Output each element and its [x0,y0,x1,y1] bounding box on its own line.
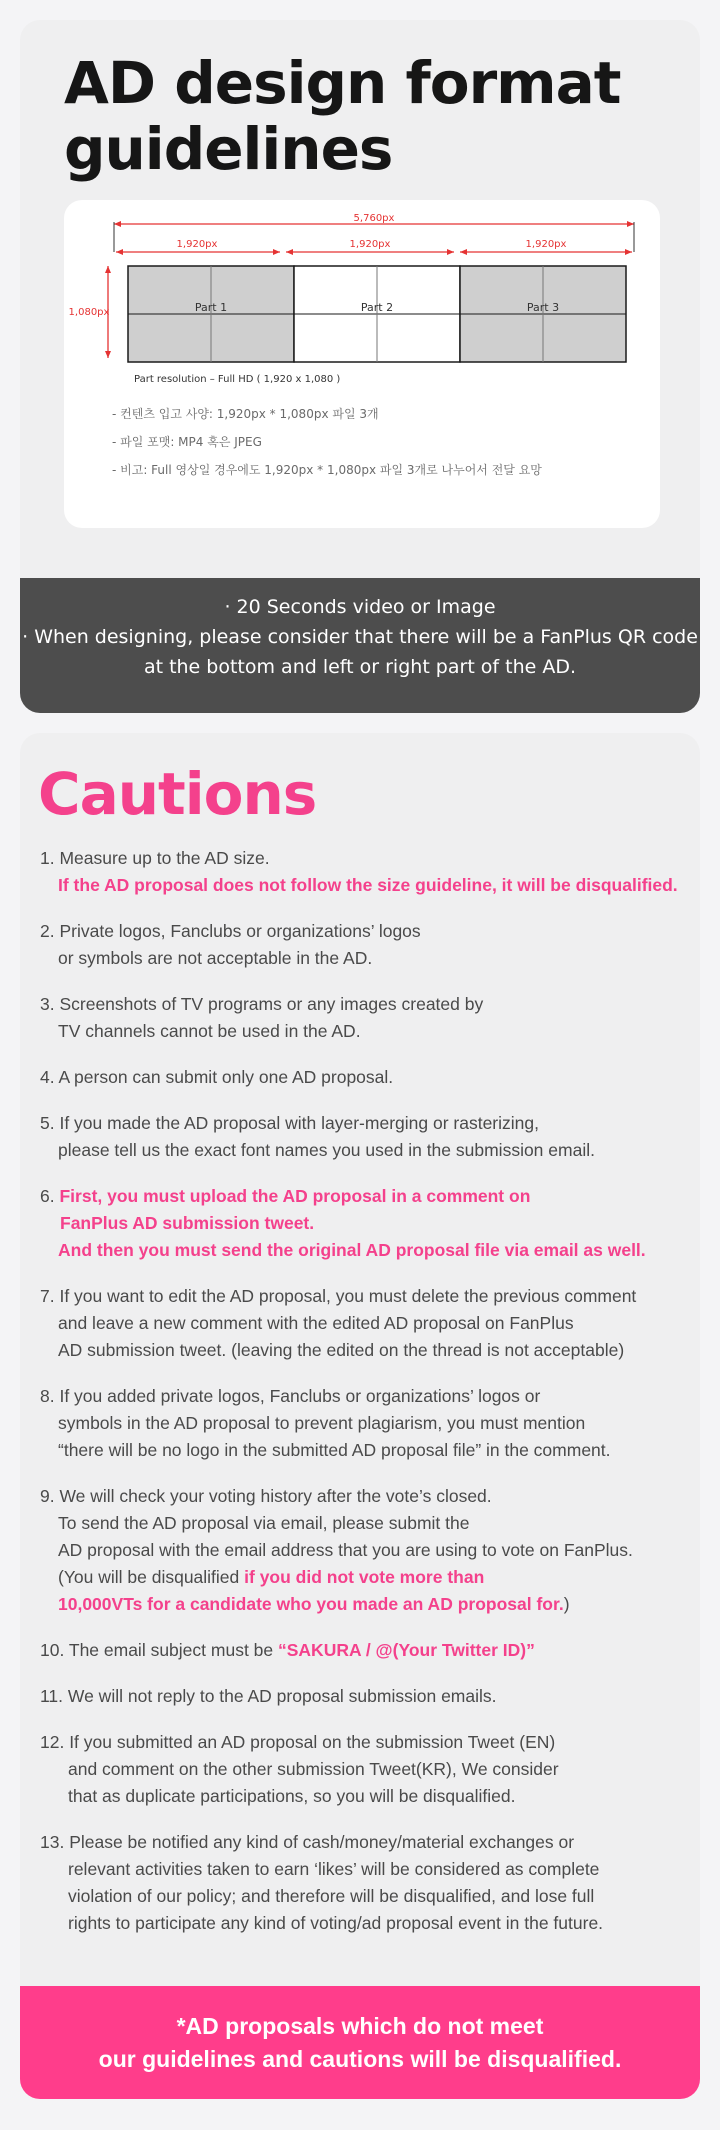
caution-text: (You will be disqualified [58,1567,245,1587]
part1-width-label: 1,920px [176,239,218,250]
part3-label: Part 3 [526,301,560,314]
caution-item-6 [40,1183,690,1264]
caution-text: please tell us the exact font names you used in the submission email. [58,1140,595,1160]
caution-highlight: First, you must upload the AD proposal in a comment on [59,1186,531,1206]
caution-text: 11. We will not reply to the AD proposal submission emails. [40,1686,497,1706]
banner-line: *AD proposals which do not meet [176,2013,544,2039]
arrow-head [625,249,632,255]
caution-text: 7. If you want to edit the AD proposal, you must delete the previous comment [40,1286,637,1306]
caution-text: The email subject must be [68,1640,278,1660]
caution-highlight: If the AD proposal does not follow the size guideline, it will be disqualified. [58,875,678,895]
arrow-head [627,221,634,227]
caution-item-3 [40,991,690,1045]
caution-text: 9. We will check your voting history after the vote’s closed. [40,1486,492,1506]
caution-text: 12. If you submitted an AD proposal on the submission Tweet (EN) [40,1732,556,1752]
caution-item-9 [40,1483,690,1618]
design-title [64,50,620,182]
part2-label: Part 2 [360,301,394,314]
caution-text: 4. A person can submit only one AD proposal. [40,1067,394,1087]
caution-highlight: if you did not vote more than [244,1567,485,1587]
part1-label: Part 1 [194,301,228,314]
caution-item-4 [40,1064,690,1091]
total-width-label: 5,760px [353,213,395,224]
caution-text: 1. Measure up to the AD size. [40,848,270,868]
spec-note: - 컨텐츠 입고 사양: 1,920px * 1,080px 파일 3개 [112,407,379,421]
caution-text: symbols in the AD proposal to prevent plagiarism, you must mention [58,1413,586,1433]
arrow-head [105,266,111,273]
disqualification-banner [20,1986,700,2099]
arrow-head [447,249,454,255]
summary-line: at the bottom and left or right part of the AD. [143,656,577,678]
resolution-note: Part resolution – Full HD ( 1,920 x 1,080 ) [134,374,341,385]
caution-text: ) [563,1594,570,1614]
caution-text: 2. Private logos, Fanclubs or organizations’ logos [40,921,421,941]
part3-width-label: 1,920px [525,239,567,250]
cautions-card [20,733,700,2099]
caution-text: AD proposal with the email address that you are using to vote on FanPlus. [58,1540,633,1560]
caution-text: relevant activities taken to earn ‘likes’ will be considered as complete [68,1859,600,1879]
caution-text: rights to participate any kind of voting/ad proposal event in the future. [68,1913,604,1933]
caution-highlight: FanPlus AD submission tweet. [60,1213,315,1233]
spec-notes [112,400,542,484]
summary-line: · 20 Seconds video or Image [224,596,496,618]
arrow-head [286,249,293,255]
design-guidelines-card [20,20,700,713]
arrow-head [105,351,111,358]
caution-text: TV channels cannot be used in the AD. [58,1021,361,1041]
caution-text: 13. Please be notified any kind of cash/money/material exchanges or [40,1832,575,1852]
arrow-head [273,249,280,255]
caution-number: 6. [40,1186,60,1206]
email-subject-format: “SAKURA / @(Your Twitter ID)” [278,1640,535,1660]
caution-text: and comment on the other submission Tweet(KR), We consider [68,1759,559,1779]
caution-text: 5. If you made the AD proposal with layer-merging or rasterizing, [40,1113,539,1133]
summary-line: · When designing, please consider that there will be a FanPlus QR code [22,626,698,648]
caution-item-11 [40,1683,690,1710]
caution-item-7 [40,1283,690,1364]
caution-text: AD submission tweet. (leaving the edited on the thread is not acceptable) [58,1340,625,1360]
caution-item-8 [40,1383,690,1464]
caution-text: and leave a new comment with the edited AD proposal on FanPlus [58,1313,574,1333]
caution-item-2 [40,918,690,972]
format-diagram-panel [64,200,660,528]
caution-item-5 [40,1110,690,1164]
caution-item-12 [40,1729,690,1810]
spec-note: - 파일 포맷: MP4 혹은 JPEG [112,435,262,449]
part2-width-label: 1,920px [349,239,391,250]
caution-item-1 [40,845,690,899]
design-title-line1: AD design format [64,49,621,117]
caution-text: 8. If you added private logos, Fanclubs or organizations’ logos or [40,1386,541,1406]
cautions-list [40,845,690,1956]
arrow-head [116,249,123,255]
banner-line: our guidelines and cautions will be disqualified. [98,2046,622,2072]
height-label: 1,080px [68,307,110,318]
caution-number: 10. [40,1640,69,1660]
design-title-line2: guidelines [64,115,393,183]
arrow-head [460,249,467,255]
caution-item-10 [40,1637,690,1664]
caution-text: violation of our policy; and therefore will be disqualified, and lose full [68,1886,595,1906]
format-summary-bar [20,578,700,713]
arrow-head [114,221,121,227]
caution-text: 3. Screenshots of TV programs or any images created by [40,994,484,1014]
caution-item-13 [40,1829,690,1937]
caution-text: “there will be no logo in the submitted AD proposal file” in the comment. [58,1440,611,1460]
spec-note: - 비고: Full 영상일 경우에도 1,920px * 1,080px 파일 3개로 나누어서 전달 요망 [112,463,542,477]
caution-text: that as duplicate participations, so you will be disqualified. [68,1786,516,1806]
cautions-title: Cautions [38,760,317,828]
caution-highlight: And then you must send the original AD proposal file via email as well. [58,1240,646,1260]
caution-text: To send the AD proposal via email, please submit the [58,1513,470,1533]
caution-text: or symbols are not acceptable in the AD. [58,948,373,968]
format-diagram [64,200,660,400]
caution-highlight: 10,000VTs for a candidate who you made an AD proposal for. [58,1594,564,1614]
